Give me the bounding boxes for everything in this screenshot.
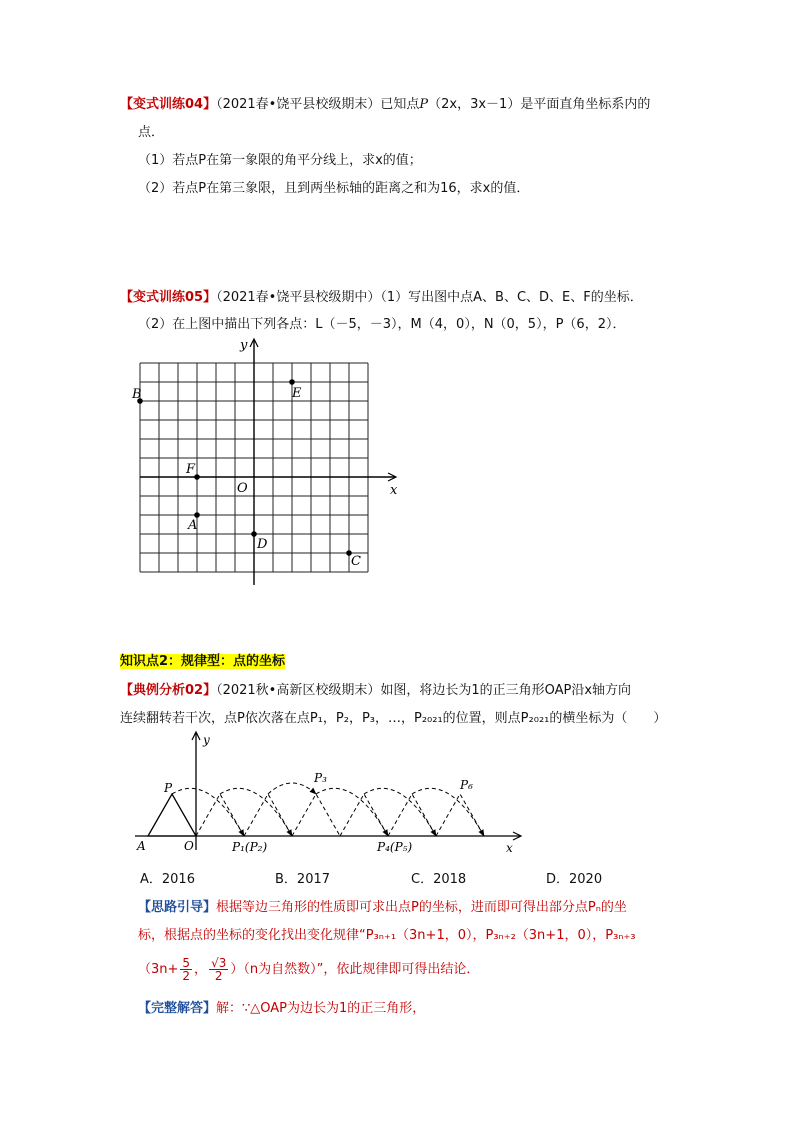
flip-arc [220, 788, 292, 836]
section-title-text: 知识点2：规律型：点的坐标 [120, 654, 286, 669]
fraction-denominator: 2 [182, 969, 191, 983]
answer-line [138, 1000, 425, 1018]
fraction-5-over-2 [180, 957, 192, 982]
vertex-label-p: P [164, 781, 173, 795]
point-label-d: D [257, 537, 268, 552]
option-c: C．2018 [411, 872, 467, 887]
option-b: B．2017 [275, 872, 331, 887]
dashed-triangle [436, 794, 484, 836]
ex04-stem-a: 已知点 [380, 97, 420, 112]
flip-arc [412, 788, 484, 836]
point-label-f: F [186, 462, 196, 477]
fraction-sqrt3-over-2 [209, 957, 228, 982]
fraction-numerator: √3 [211, 956, 227, 970]
ex05-tag: 【变式训练05】 [120, 290, 217, 305]
dashed-triangle [196, 794, 244, 836]
hint-text3-a: （3n+ [138, 962, 179, 977]
hint-text3-b: ， [194, 962, 208, 977]
hint-tag: 【思路引导】 [138, 900, 217, 915]
y-axis-label: y [240, 338, 248, 353]
dashed-triangle [244, 794, 292, 836]
hint-text3-c: ）（n为自然数）”，依此规律即可得出结论． [230, 962, 480, 977]
ex04-q2: （2）若点P在第三象限，且到两坐标轴的距离之和为16，求x的值． [138, 181, 530, 196]
answer-tag: 【完整解答】 [138, 1001, 217, 1016]
ex04-tag: 【变式训练04】 [120, 97, 217, 112]
point-label-a: A [188, 518, 198, 533]
hint-text2: 标，根据点的坐标的变化找出变化规律“P₃ₙ₊₁（3n+1，0），P₃ₙ₊₂（3n+1，0），P₃ₙ₊₃ [138, 928, 636, 943]
ex04-q1: （1）若点P在第一象限的角平分线上，求x的值； [138, 153, 422, 168]
ex04-stem-c: 点． [138, 125, 165, 140]
fraction-denominator: 2 [214, 969, 223, 983]
ex05-q2: （2）在上图中描出下列各点：L（－5，－3），M（4，0），N（0，5），P（6，2）． [138, 317, 626, 332]
p3-label: P₃ [314, 771, 327, 785]
ex04-coords: （2x，3x－1） [428, 97, 521, 112]
dashed-triangle [292, 794, 340, 836]
point-label-e: E [292, 386, 302, 401]
ex02-text1: 如图，将边长为1的正三角形OAP沿x轴方向 [380, 683, 632, 698]
ex05-q1: （1）写出图中点A、B、C、D、E、F的坐标． [380, 290, 643, 305]
ex02-source: （2021秋•高新区校级期末） [216, 683, 381, 698]
hint-line1 [138, 899, 627, 917]
x-axis-label: x [390, 483, 398, 498]
ex04-point: P [419, 97, 429, 112]
flip-arc [316, 788, 388, 836]
fraction-numerator: 5 [182, 956, 191, 970]
hint-line3 [138, 956, 479, 984]
p4-p5-label: P₄(P₅) [377, 840, 413, 854]
dashed-triangle [340, 794, 388, 836]
ex04-stem-b: 是平面直角坐标系内的 [520, 97, 651, 112]
origin-label: O [184, 839, 194, 853]
origin-label: O [237, 481, 248, 496]
x-axis-label: x [506, 841, 513, 855]
option-a: A．2016 [140, 872, 195, 887]
answer-text: 解：∵△OAP为边长为1的正三角形， [216, 1001, 426, 1016]
triangle-oap [148, 794, 196, 836]
dashed-triangle [388, 794, 436, 836]
flip-arc [364, 788, 436, 836]
p1-p2-label: P₁(P₂) [232, 840, 268, 854]
ex05-source: （2021春•饶平县校级期中） [216, 290, 381, 305]
hint-text1: 根据等边三角形的性质即可求出点P的坐标，进而即可得出部分点Pₙ的坐 [216, 900, 627, 915]
point-label-b: B [132, 387, 142, 402]
ex04-source: （2021春•饶平县校级期末） [216, 97, 381, 112]
option-d: D．2020 [546, 872, 603, 887]
ex02-text2: 连续翻转若干次，点P依次落在点P₁，P₂，P₃，…，P₂₀₂₁的位置，则点P₂₀₂₁的横坐标为（ ） [120, 711, 667, 726]
vertex-label-a: A [137, 839, 146, 853]
flip-arc [268, 783, 316, 794]
ex02-tag: 【典例分析02】 [120, 683, 217, 698]
p6-label: P₆ [460, 778, 473, 792]
point-label-c: C [351, 554, 361, 569]
y-axis-label: y [203, 733, 210, 747]
